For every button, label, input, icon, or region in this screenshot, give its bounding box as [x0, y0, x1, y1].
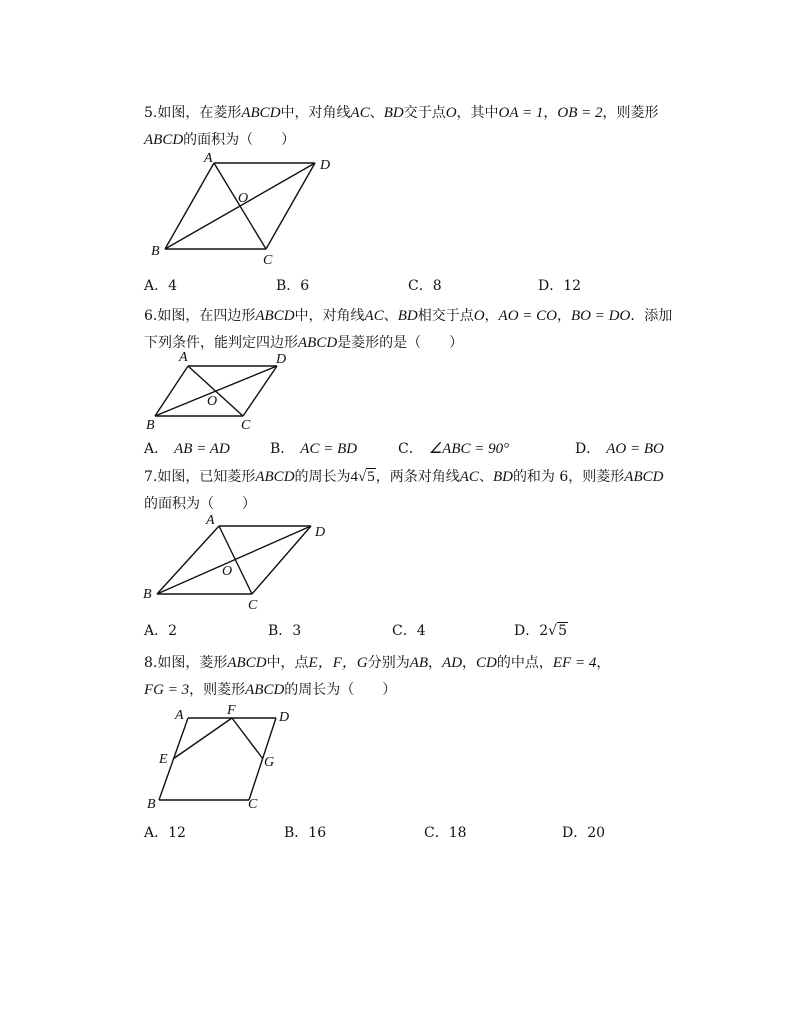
- option-key: A．: [144, 623, 169, 639]
- q5-edge-cd: [266, 163, 315, 249]
- option-key: B．: [268, 623, 293, 639]
- q6-label-a: A: [179, 350, 188, 365]
- q5-text: 中，对角线: [280, 105, 351, 121]
- option-value: AO = BO: [606, 441, 664, 457]
- q7-text: 的面积为（ ）: [144, 496, 256, 512]
- q5-option-d[interactable]: [538, 277, 581, 295]
- option-value: 8: [432, 278, 442, 294]
- option-value: 5: [558, 623, 567, 639]
- q5-stem-line1: [144, 104, 659, 122]
- q8-math: AB: [409, 655, 429, 671]
- q6-text: 如图，在四边形: [157, 308, 256, 324]
- q8-text: 如图，菱形: [157, 655, 228, 671]
- q7-label-c: C: [248, 598, 258, 613]
- q6-option-b[interactable]: [270, 440, 357, 458]
- q8-label-e: E: [159, 752, 168, 767]
- q5-text: ，: [543, 105, 558, 121]
- option-key: D．: [562, 825, 588, 841]
- q7-text: 的周长为: [294, 469, 351, 485]
- q7-text: 的和为 6，则菱形: [512, 469, 625, 485]
- option-key: A．: [144, 825, 169, 841]
- option-key: B．: [276, 278, 301, 294]
- option-value: 16: [308, 825, 327, 841]
- q8-label-g: G: [264, 755, 275, 770]
- option-value: AB = AD: [174, 441, 230, 457]
- option-key: A．: [144, 278, 169, 294]
- option-key: D．: [538, 278, 564, 294]
- q8-math: EF = 4: [552, 655, 597, 671]
- q7-text: 如图，已知菱形: [157, 469, 256, 485]
- q6-text: 相交于点: [417, 308, 474, 324]
- q8-text: 分别为: [367, 655, 410, 671]
- option-key: D．: [575, 441, 601, 457]
- option-value: 3: [292, 623, 302, 639]
- q5-option-c[interactable]: [408, 277, 442, 295]
- q8-text: ，: [462, 655, 477, 671]
- q6-math: ABCD: [298, 335, 338, 351]
- q7-math: ABCD: [255, 469, 295, 485]
- q5-math: ABCD: [241, 105, 281, 121]
- q8-text: ，: [596, 655, 611, 671]
- q8-text: 的周长为（ ）: [284, 682, 397, 698]
- q5-stem-line2: [144, 131, 295, 149]
- option-value: 12: [168, 825, 186, 841]
- option-value: 6: [300, 278, 310, 294]
- option-key: B．: [284, 825, 309, 841]
- q5-number: 5.: [144, 105, 158, 121]
- option-key: B．: [270, 441, 295, 457]
- q8-text: 中，点: [266, 655, 309, 671]
- option-key: C．: [408, 278, 433, 294]
- q6-math: BO = DO: [571, 308, 631, 324]
- q5-math: OB = 2: [557, 105, 603, 121]
- q8-rhombus-figure: [140, 700, 320, 815]
- q6-math: AO = CO: [498, 308, 558, 324]
- q5-math: ABCD: [144, 132, 184, 148]
- option-value: ∠ABC = 90°: [428, 441, 510, 457]
- q7-number: 7.: [144, 469, 158, 485]
- q5-label-o: O: [238, 191, 249, 206]
- q8-text: ，: [428, 655, 443, 671]
- q7-rhombus-figure: [140, 512, 340, 617]
- q8-label-d: D: [279, 710, 290, 725]
- q5-diagonal-bd: [165, 163, 315, 249]
- q5-label-a: A: [204, 151, 213, 166]
- q8-stem-line1: [144, 654, 610, 672]
- q6-text: ，: [557, 308, 572, 324]
- q5-text: 如图，在菱形: [157, 105, 242, 121]
- sqrt-symbol: √5: [548, 623, 567, 639]
- q8-stem-line2: [144, 681, 396, 699]
- q7-label-a: A: [206, 513, 215, 528]
- q7-stem-line1: [144, 468, 663, 486]
- q7-perimeter-expression: [351, 469, 376, 485]
- q8-option-d[interactable]: [562, 824, 605, 842]
- q5-text: 、: [369, 105, 384, 121]
- option-key: C．: [398, 441, 423, 457]
- option-value: 4: [416, 623, 426, 639]
- q7-text: 、: [478, 469, 493, 485]
- q8-math: ABCD: [245, 682, 285, 698]
- option-value: 2: [168, 623, 178, 639]
- q5-option-a[interactable]: [144, 277, 177, 295]
- q7-option-a[interactable]: [144, 622, 177, 640]
- option-value: 2: [539, 623, 549, 639]
- q8-math: E，F，G: [308, 655, 368, 671]
- q8-math: CD: [476, 655, 497, 671]
- q6-stem-line1: [144, 307, 672, 325]
- q7-label-b: B: [143, 587, 152, 602]
- q6-label-b: B: [146, 418, 155, 433]
- q8-text: 的中点，: [496, 655, 553, 671]
- q7-option-d[interactable]: [514, 622, 568, 640]
- q6-math: AC: [364, 308, 384, 324]
- q8-option-c[interactable]: [424, 824, 467, 842]
- option-key: D．: [514, 623, 540, 639]
- q5-edge-ab: [165, 163, 214, 249]
- q5-label-c: C: [263, 253, 273, 268]
- q8-text: ，则菱形: [189, 682, 246, 698]
- q5-label-d: D: [320, 158, 331, 173]
- q8-number: 8.: [144, 655, 158, 671]
- q7-option-c[interactable]: [392, 622, 426, 640]
- q6-quadrilateral-figure: [140, 350, 300, 440]
- q6-text: 、: [383, 308, 398, 324]
- option-key: C．: [392, 623, 417, 639]
- q5-text: ，则菱形: [602, 105, 659, 121]
- q6-label-c: C: [241, 418, 251, 433]
- q5-rhombus-figure: [140, 150, 340, 270]
- option-value: 18: [448, 825, 467, 841]
- option-key: C．: [424, 825, 449, 841]
- q7-stem-line2: [144, 495, 256, 513]
- q5-text: 的面积为（ ）: [183, 132, 296, 148]
- q6-math: ABCD: [255, 308, 295, 324]
- q6-label-d: D: [276, 352, 287, 367]
- q6-math: O: [473, 308, 485, 324]
- q8-segment-fg: [232, 718, 263, 759]
- q6-math: BD: [397, 308, 418, 324]
- q5-math: OA = 1: [498, 105, 544, 121]
- q6-text: 中，对角线: [294, 308, 365, 324]
- q6-label-o: O: [207, 394, 218, 409]
- q6-text: 是菱形的是（ ）: [337, 335, 464, 351]
- q7-math: 5: [367, 469, 375, 485]
- q7-math: 4: [350, 469, 359, 485]
- q6-number: 6.: [144, 308, 158, 324]
- q6-option-a[interactable]: [144, 440, 230, 458]
- q7-text: ，两条对角线: [375, 469, 460, 485]
- q8-math: FG = 3: [144, 682, 190, 698]
- option-value: 4: [168, 278, 178, 294]
- q7-math: BD: [492, 469, 513, 485]
- q7-math: AC: [459, 469, 479, 485]
- q8-math: AD: [442, 655, 463, 671]
- sqrt-symbol: √5: [358, 469, 375, 485]
- q8-segment-ef: [173, 718, 232, 759]
- q7-edge-cd: [252, 526, 311, 594]
- q5-option-b[interactable]: [276, 277, 309, 295]
- q6-option-c[interactable]: [398, 440, 509, 458]
- q7-edge-ab: [157, 526, 219, 594]
- q8-label-f: F: [227, 703, 236, 718]
- q7-label-o: O: [222, 564, 233, 579]
- option-key: A．: [144, 441, 169, 457]
- option-value: 12: [563, 278, 582, 294]
- q7-math: ABCD: [624, 469, 664, 485]
- q6-option-d[interactable]: [575, 440, 664, 458]
- q5-label-b: B: [151, 244, 160, 259]
- q7-label-d: D: [315, 525, 326, 540]
- q5-math: BD: [383, 105, 404, 121]
- option-value: 20: [587, 825, 606, 841]
- q8-math: ABCD: [227, 655, 267, 671]
- q7-option-b[interactable]: [268, 622, 301, 640]
- q8-label-c: C: [248, 797, 258, 812]
- q6-text: ，: [484, 308, 499, 324]
- q8-label-a: A: [175, 708, 184, 723]
- q6-text: ．添加: [630, 308, 673, 324]
- q5-math: O: [445, 105, 457, 121]
- q5-text: ，其中: [456, 105, 499, 121]
- q5-math: AC: [350, 105, 370, 121]
- q6-text: 下列条件，能判定四边形: [144, 335, 298, 351]
- q8-option-a[interactable]: [144, 824, 186, 842]
- q8-label-b: B: [147, 797, 156, 812]
- q5-text: 交于点: [403, 105, 446, 121]
- option-value: AC = BD: [300, 441, 358, 457]
- q7-diagonal-bd: [157, 526, 311, 594]
- q8-option-b[interactable]: [284, 824, 326, 842]
